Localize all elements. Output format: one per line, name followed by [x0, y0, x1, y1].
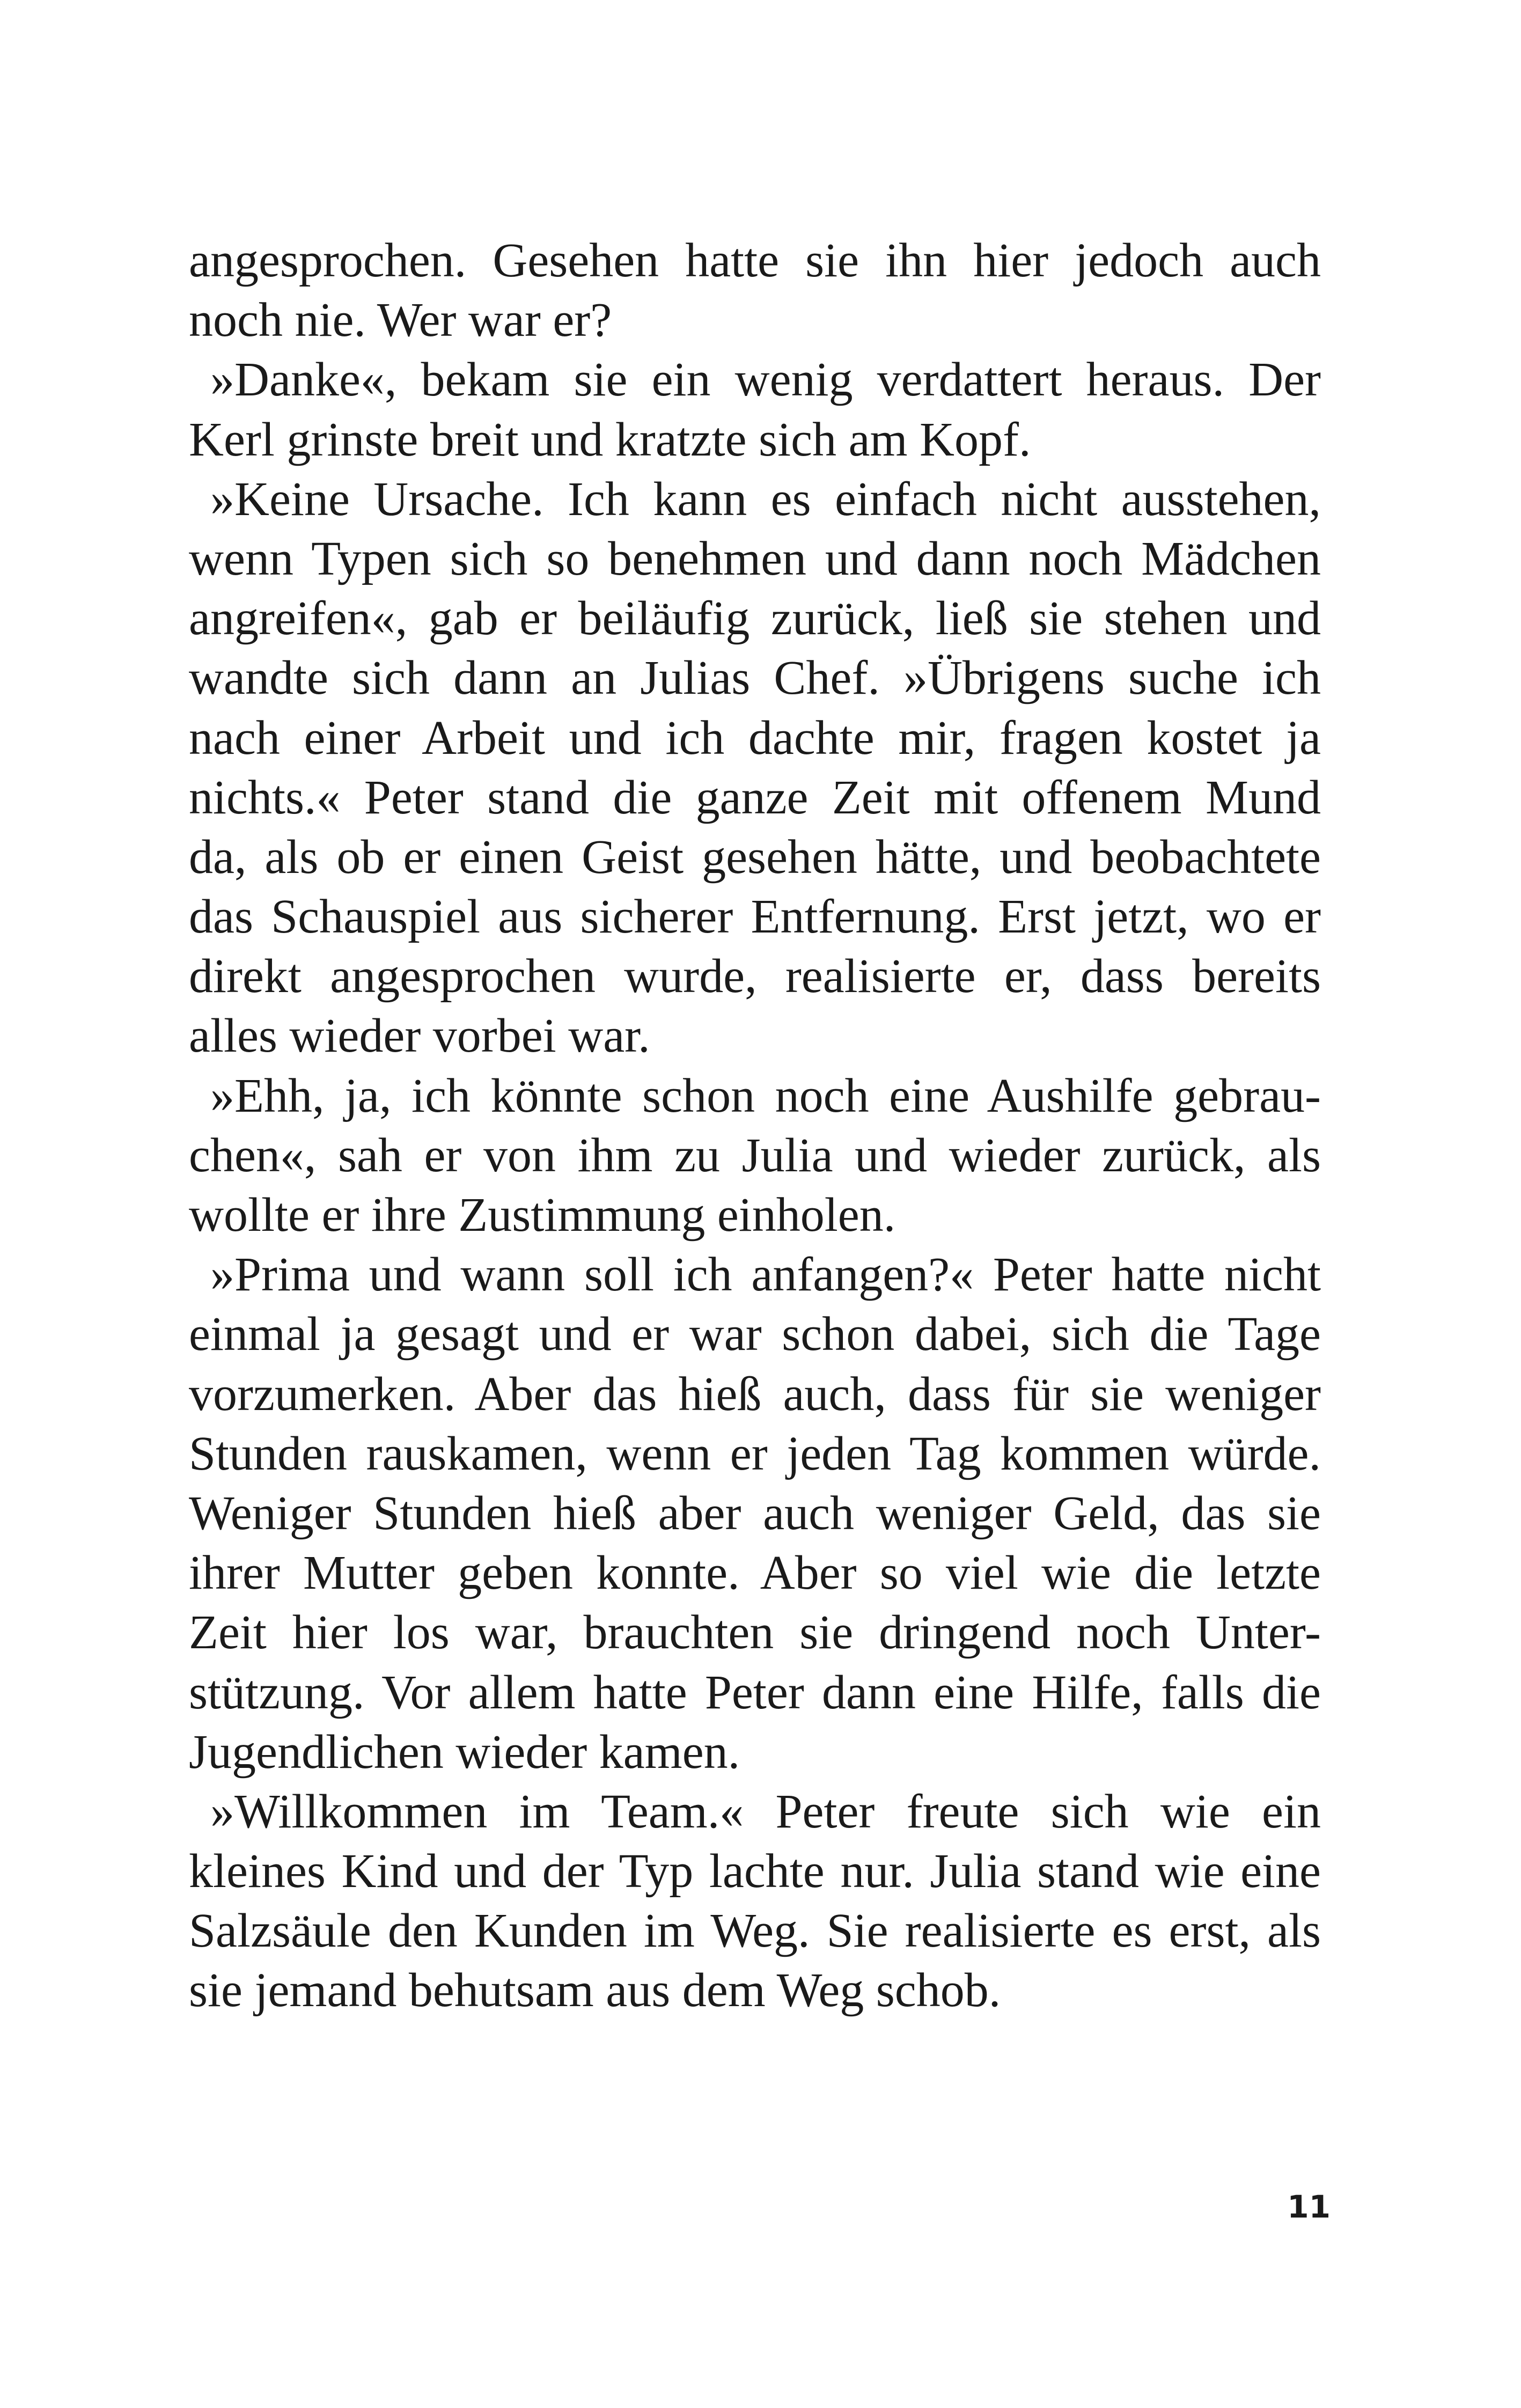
text-line: direkt angesprochen wurde, realisierte er, dass bereits: [189, 950, 1321, 1003]
text-line: wandte sich dann an Julias Chef. »Übrigens suche ich: [189, 651, 1321, 705]
text-line: Stunden rauskamen, wenn er jeden Tag kommen würde.: [189, 1427, 1321, 1480]
page-number: 11: [1287, 2189, 1331, 2225]
text-line: angesprochen. Gesehen hatte sie ihn hier jedoch auch: [189, 234, 1321, 287]
text-line: »Danke«, bekam sie ein wenig verdattert heraus. Der: [210, 353, 1321, 407]
body-text: [189, 231, 1321, 2021]
text-line: »Ehh, ja, ich könnte schon noch eine Aushilfe gebrau-: [210, 1069, 1321, 1122]
text-line: »Willkommen im Team.« Peter freute sich wie ein: [210, 1785, 1321, 1838]
text-line: angreifen«, gab er beiläufig zurück, ließ sie stehen und: [189, 592, 1321, 645]
text-line: chen«, sah er von ihm zu Julia und wieder zurück, als: [189, 1128, 1321, 1182]
text-line: noch nie. Wer war er?: [189, 293, 612, 347]
text-line: alles wieder vorbei war.: [189, 1009, 650, 1063]
text-line: Kerl grinste breit und kratzte sich am Kopf.: [189, 413, 1031, 466]
text-line: nach einer Arbeit und ich dachte mir, fragen kostet ja: [189, 711, 1321, 765]
text-line: kleines Kind und der Typ lachte nur. Julia stand wie eine: [189, 1845, 1321, 1898]
text-line: stützung. Vor allem hatte Peter dann eine Hilfe, falls die: [189, 1665, 1321, 1719]
text-line: »Prima und wann soll ich anfangen?« Peter hatte nicht: [210, 1248, 1321, 1302]
text-line: das Schauspiel aus sicherer Entfernung. Erst jetzt, wo er: [189, 890, 1321, 944]
text-line: wollte er ihre Zustimmung einholen.: [189, 1188, 896, 1242]
text-line: da, als ob er einen Geist gesehen hätte, und beobachtete: [189, 830, 1321, 884]
text-line: ihrer Mutter geben konnte. Aber so viel wie die letzte: [189, 1546, 1321, 1600]
text-line: Zeit hier los war, brauchten sie dringend noch Unter-: [189, 1606, 1321, 1660]
text-line: Salzsäule den Kunden im Weg. Sie realisierte es erst, als: [189, 1904, 1321, 1958]
text-line: Jugendlichen wieder kamen.: [189, 1725, 740, 1779]
text-line: nichts.« Peter stand die ganze Zeit mit offenem Mund: [189, 770, 1321, 824]
text-line: wenn Typen sich so benehmen und dann noch Mädchen: [189, 532, 1321, 585]
text-line: »Keine Ursache. Ich kann es einfach nicht ausstehen,: [210, 472, 1321, 526]
text-line: einmal ja gesagt und er war schon dabei, sich die Tage: [189, 1308, 1321, 1361]
text-line: sie jemand behutsam aus dem Weg schob.: [189, 1964, 1001, 2017]
text-line: vorzumerken. Aber das hieß auch, dass für sie weniger: [189, 1367, 1321, 1421]
text-line: Weniger Stunden hieß aber auch weniger Geld, das sie: [189, 1486, 1321, 1540]
